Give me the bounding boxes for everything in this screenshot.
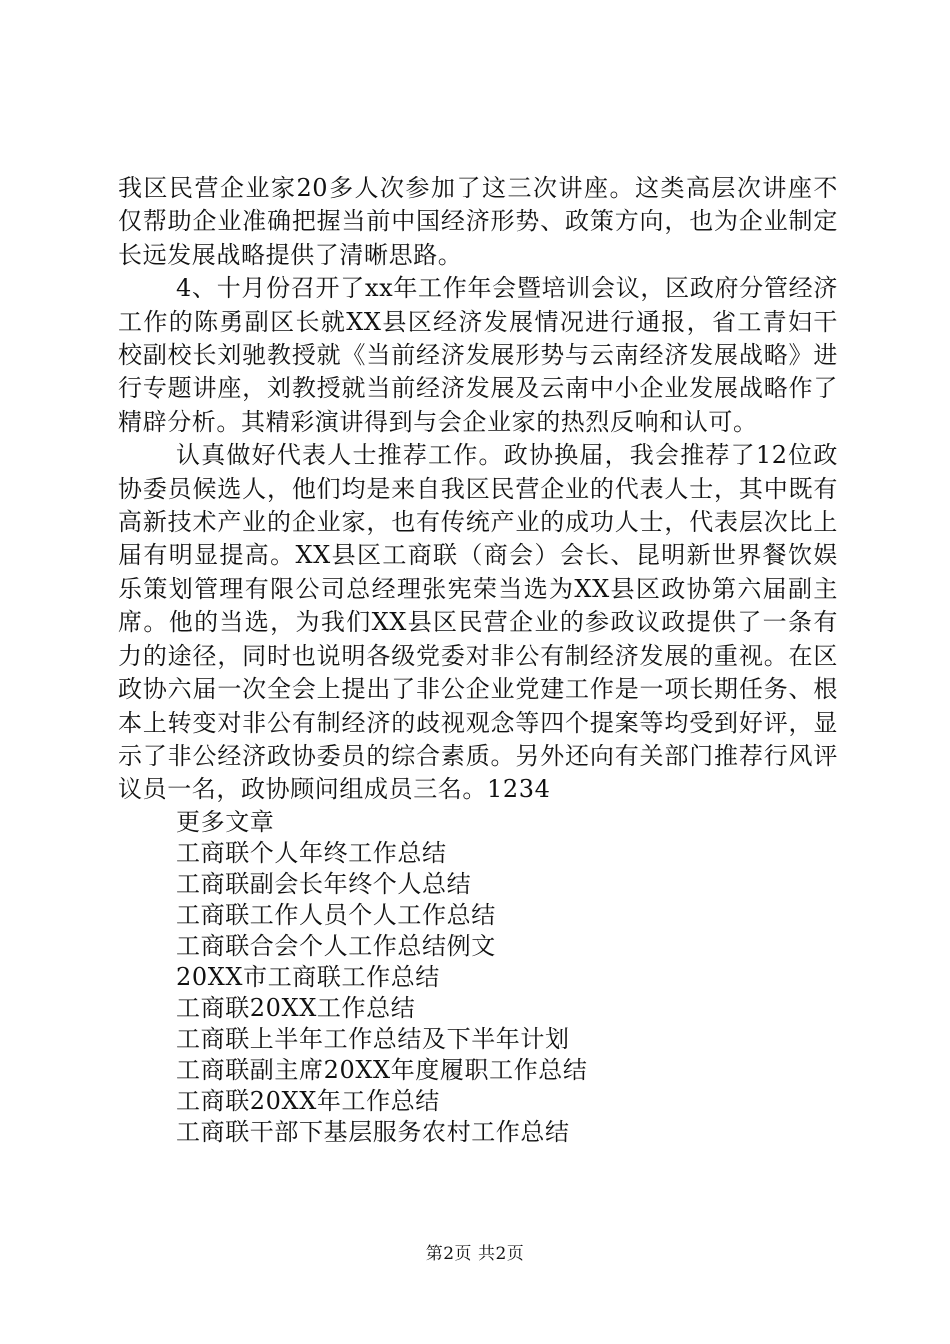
more-article-link[interactable]: 工商联副主席20XX年度履职工作总结 bbox=[176, 1055, 588, 1084]
more-article-link[interactable]: 工商联副会长年终个人总结 bbox=[176, 869, 472, 898]
more-article-link[interactable]: 工商联合会个人工作总结例文 bbox=[176, 931, 496, 960]
more-article-link[interactable]: 20XX市工商联工作总结 bbox=[176, 962, 440, 991]
more-articles-list bbox=[176, 838, 838, 1148]
more-article-link[interactable]: 工商联个人年终工作总结 bbox=[176, 838, 447, 867]
more-article-link[interactable]: 工商联20XX工作总结 bbox=[176, 993, 416, 1022]
more-article-link[interactable]: 工商联20XX年工作总结 bbox=[176, 1086, 440, 1115]
more-articles-section bbox=[118, 807, 838, 1148]
more-article-link[interactable]: 工商联上半年工作总结及下半年计划 bbox=[176, 1024, 570, 1053]
more-article-link[interactable]: 工商联干部下基层服务农村工作总结 bbox=[176, 1117, 570, 1146]
page-number-footer: 第2页 共2页 bbox=[425, 1244, 525, 1264]
paragraph-2: 4、十月份召开了xx年工作年会暨培训会议，区政府分管经济工作的陈勇副区长就XX县区经济发展情况进行通报，省工青妇干校副校长刘驰教授就《当前经济发展形势与云南经济发展战略》进行专题讲座，刘教授就当前经济发展及云南中小企业发展战略作了精辟分析。其精彩演讲得到与会企业家的热烈反响和认可。 bbox=[118, 274, 838, 436]
more-article-link[interactable]: 工商联工作人员个人工作总结 bbox=[176, 900, 496, 929]
paragraph-3: 认真做好代表人士推荐工作。政协换届，我会推荐了12位政协委员候选人，他们均是来自我区民营企业的代表人士，其中既有高新技术产业的企业家，也有传统产业的成功人士，代表层次比上届有明显提高。XX县区工商联（商会）会长、昆明新世界餐饮娱乐策划管理有限公司总经理张宪荣当选为XX县区政协第六届副主席。他的当选，为我们XX县区民营企业的参政议政提供了一条有力的途径，同时也说明各级党委对非公有制经济发展的重视。在区政协六届一次全会上提出了非公企业党建工作是一项长期任务、根本上转变对非公有制经济的歧视观念等四个提案等均受到好评，显示了非公经济政协委员的综合素质。另外还向有关部门推荐行风评议员一名，政协顾问组成员三名。1234 bbox=[118, 441, 838, 804]
more-articles-title: 更多文章 bbox=[176, 807, 275, 836]
paragraph-1: 我区民营企业家20多人次参加了这三次讲座。这类高层次讲座不仅帮助企业准确把握当前中国经济形势、政策方向，也为企业制定长远发展战略提供了清晰思路。 bbox=[118, 174, 838, 269]
document-body bbox=[118, 172, 838, 1148]
